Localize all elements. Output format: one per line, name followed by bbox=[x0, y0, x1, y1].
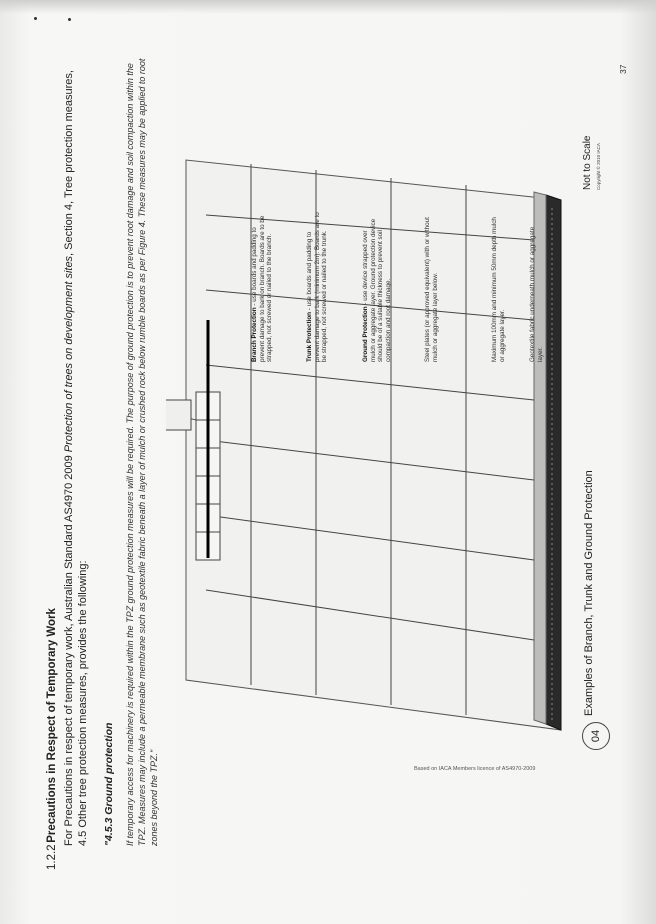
quote-body: If temporary access for machinery is required within the TPZ ground protection measures will be required. The purpose of ground protection is to prevent root damage and soil compaction within the TPZ. Measures may include a permeable membrane such as geotextile fabric beneath a layer of mulch or crushed rock below rumble boards as per Figure 4. These measures may be applied to root zones beyond the TPZ." bbox=[125, 58, 159, 846]
scan-speck bbox=[68, 18, 71, 21]
section-number: 1.2.2 bbox=[46, 844, 58, 870]
figure-number-badge: 04 bbox=[582, 722, 610, 750]
section-paragraph bbox=[62, 66, 90, 846]
licence-note: Based on IACA Members licence of AS4970-2009 bbox=[414, 766, 536, 772]
tree-trunk bbox=[166, 400, 196, 430]
section-para-text-end: , Section 4, Tree protection measures, 4.5 Other tree protection measures, provides the following: bbox=[63, 70, 89, 846]
quote-heading: "4.5.3 Ground protection bbox=[103, 722, 115, 846]
steel-plates-label: Steel plates (or approved equivalent) with or without mulch or aggregate layer below. bbox=[424, 217, 439, 362]
branch-protection-label: Branch Protection - use boards and padding to prevent damage to bark on branch. Boards are to be strapped, not screwed or nailed to the branch. bbox=[251, 215, 274, 362]
section-heading bbox=[46, 608, 58, 870]
trunk-protection-label: Trunk Protection - use boards and padding to prevent damage to bark (minimum 2m). Boards are to be strapped, not screwed or nailed to the trunk. bbox=[306, 212, 329, 362]
figure-copyright: Copyright © 2010 IACA bbox=[596, 143, 601, 190]
ground-protection-label: Ground Protection - use device strapped over mulch or aggregate layer. Ground protection device should be of a suitable thickness to prevent soil compaction and root damage. bbox=[362, 218, 392, 362]
scan-speck bbox=[34, 17, 37, 20]
protection-illustration bbox=[166, 60, 626, 760]
aggregate-layer-edge bbox=[546, 195, 561, 730]
section-title: Precautions in Respect of Temporary Work bbox=[46, 608, 58, 843]
section-para-text: For Precautions in respect of temporary work, Australian Standard AS4970 2009 bbox=[63, 455, 75, 846]
mulch-depth-label: Maximum 100mm and minimum 50mm depth mulch or aggregate layer. bbox=[491, 217, 506, 362]
scan-edge-shadow bbox=[0, 0, 656, 14]
figure-title: Examples of Branch, Trunk and Ground Protection bbox=[583, 470, 595, 716]
scale-note: Not to Scale bbox=[582, 135, 593, 190]
page-number: 37 bbox=[618, 64, 628, 74]
rotated-page-content bbox=[8, 30, 648, 910]
standard-title: Protection of trees on development sites bbox=[63, 255, 75, 453]
geotextile-label: Geotextile fabric underneath mulch or aggregate layer. bbox=[529, 226, 544, 362]
figure-04 bbox=[166, 60, 626, 772]
